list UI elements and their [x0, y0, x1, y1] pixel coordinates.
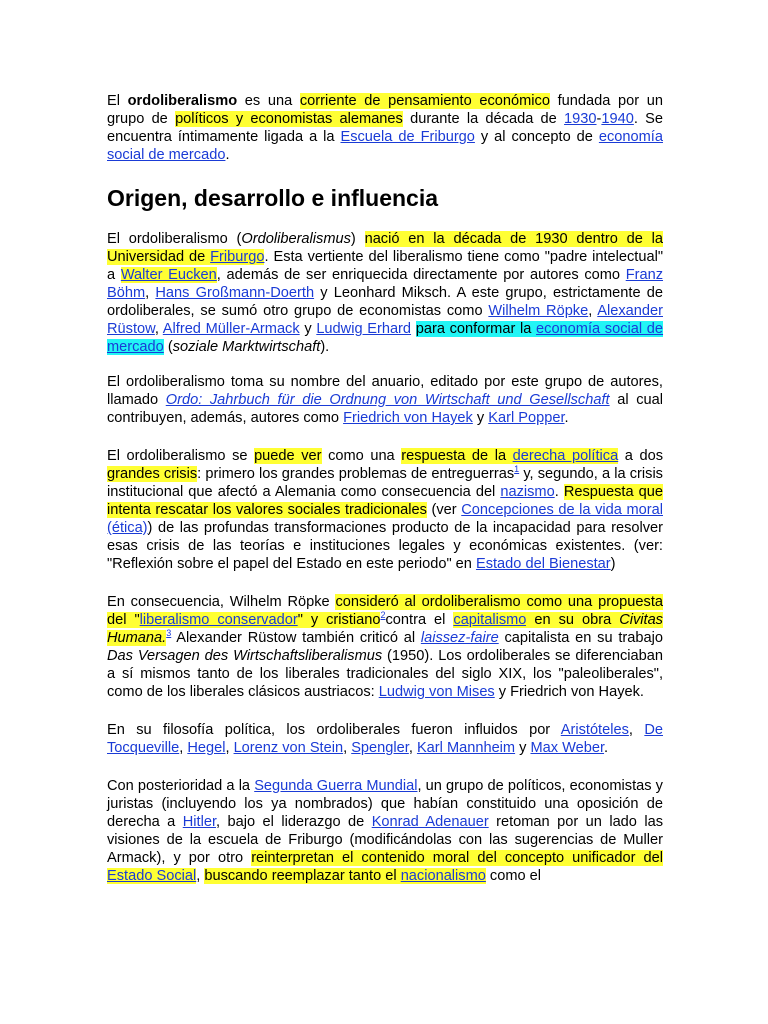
text-run: nació en la década de 1930 dentro de la Universidad de — [107, 231, 664, 265]
intro-paragraph — [107, 92, 663, 164]
text-run: capitalista en su trabajo — [498, 630, 663, 646]
text-run: consideró al ordoliberalismo como una propuesta del " — [107, 594, 663, 628]
text-run: corriente de pensamiento económico — [299, 93, 550, 109]
text-run: y al concepto de — [474, 129, 599, 145]
text-run: políticos y economistas alemanes — [175, 111, 403, 127]
wiki-link[interactable]: economía social de mercado — [107, 321, 664, 355]
wiki-link[interactable]: De Tocqueville — [107, 722, 663, 756]
wiki-link[interactable]: Hitler — [182, 814, 216, 830]
text-run: ) de las profundas transformaciones producto de la incapacidad para resolver esas crisis de las teorías e instituciones legales y económicas existentes. (ver: "Reflexión sobre el papel del Estado en este periodo" en — [107, 520, 663, 572]
body-paragraph-4 — [107, 593, 663, 701]
wiki-link[interactable]: Alfred Müller-Armack — [162, 321, 300, 337]
text-run: ). — [320, 339, 330, 355]
wiki-link[interactable]: nazismo — [500, 484, 555, 500]
wiki-link[interactable]: Alexander Rüstow — [107, 303, 663, 337]
text-run: El ordoliberalismo ( — [107, 231, 242, 247]
wiki-link[interactable]: Lorenz von Stein — [233, 740, 344, 756]
text-run: : primero los grandes problemas de entreguerras — [197, 466, 515, 482]
text-run: , — [628, 722, 645, 738]
wiki-link[interactable]: Ludwig Erhard — [316, 321, 412, 337]
text-run: al cual contribuyen, además, autores como — [107, 392, 663, 426]
body-paragraph-2 — [107, 373, 663, 427]
text-run: soziale Marktwirtschaft — [172, 339, 321, 355]
text-run: reinterpretan el contenido moral del concepto unificador del — [251, 850, 663, 866]
wiki-link[interactable]: Walter Eucken — [120, 267, 217, 283]
text-run: . — [225, 147, 230, 163]
text-run: Das Versagen des Wirtschaftsliberalismus — [107, 648, 383, 664]
body-paragraph-3 — [107, 447, 663, 573]
wiki-link[interactable]: Franz Böhm — [107, 267, 664, 301]
section-heading: Origen, desarrollo e influencia — [107, 185, 439, 211]
text-run: El ordoliberalismo toma su nombre del anuario, editado por este grupo de autores, llamado — [107, 374, 663, 408]
text-run: ordoliberalismo — [127, 93, 238, 109]
text-run: En consecuencia, Wilhelm Röpke — [107, 594, 336, 610]
text-run: y — [515, 740, 531, 756]
wiki-link[interactable]: Escuela de Friburgo — [340, 129, 475, 145]
wiki-link[interactable]: economía social de mercado — [107, 129, 663, 163]
text-run: y Leonhard Miksch. A este grupo, estrictamente de ordoliberales, se sumó otro grupo de economistas como — [107, 285, 664, 319]
text-run: fundada por un grupo de — [107, 93, 663, 127]
footnote-link[interactable]: 3 — [166, 628, 172, 639]
text-run: como el — [485, 868, 542, 884]
text-run: . Se encuentra íntimamente ligada a la — [107, 111, 664, 145]
wiki-link[interactable]: Konrad Adenauer — [371, 814, 489, 830]
wiki-link[interactable]: Hans Großmann-Doerth — [155, 285, 315, 301]
wiki-link[interactable]: 1930 — [564, 111, 597, 127]
wiki-link[interactable]: derecha política — [512, 448, 619, 464]
text-run: (1950). Los ordoliberales se diferenciaban a sí mismos tanto de los liberales tradicionales del siglo XIX, los "paleoliberales", como de los liberales clásicos austriacos: — [107, 648, 663, 700]
wiki-link[interactable]: Friburgo — [210, 249, 265, 265]
text-run: , — [196, 868, 205, 884]
text-run: En su filosofía política, los ordoliberales fueron influidos por — [107, 722, 561, 738]
footnote-link[interactable]: 2 — [380, 610, 386, 621]
text-run: y — [299, 321, 317, 337]
wiki-link[interactable]: Karl Popper — [488, 410, 565, 426]
text-run: El — [107, 93, 128, 109]
wiki-link[interactable]: liberalismo conservador — [139, 612, 298, 628]
text-run: y Friedrich von Hayek. — [494, 684, 644, 700]
body-paragraph-1 — [107, 230, 663, 356]
text-run: , — [588, 303, 598, 319]
wiki-link[interactable]: Spengler — [351, 740, 409, 756]
text-run: El ordoliberalismo se — [107, 448, 255, 464]
text-run: , un grupo de políticos, economistas y juristas (incluyendo los ya nombrados) que habían constituido una oposición de derecha a — [107, 778, 663, 830]
text-run: buscando reemplazar tanto el — [204, 868, 401, 884]
text-run: respuesta de la — [401, 448, 513, 464]
text-run: y — [472, 410, 489, 426]
wiki-link[interactable]: Aristóteles — [560, 722, 629, 738]
wiki-link[interactable]: Max Weber — [530, 740, 605, 756]
text-run: (ver — [426, 502, 462, 518]
text-run: es una — [237, 93, 300, 109]
wiki-link[interactable]: laissez-faire — [420, 630, 499, 646]
text-run: , — [179, 740, 188, 756]
text-run: a dos — [618, 448, 663, 464]
text-run: durante la década de — [402, 111, 565, 127]
wiki-link[interactable]: 1940 — [601, 111, 634, 127]
text-run: , — [343, 740, 352, 756]
body-paragraph-6 — [107, 777, 663, 885]
wiki-link[interactable]: nacionalismo — [400, 868, 486, 884]
text-run: contra el — [385, 612, 454, 628]
text-run: ( — [163, 339, 173, 355]
text-run: ) — [610, 556, 616, 572]
text-run: puede ver — [254, 448, 322, 464]
text-run: , además de ser enriquecida directamente por autores como — [216, 267, 626, 283]
document-page — [107, 92, 663, 905]
wiki-link[interactable]: Friedrich von Hayek — [343, 410, 473, 426]
wiki-link[interactable]: Estado del Bienestar — [475, 556, 611, 572]
text-run: Civitas Humana. — [107, 612, 663, 646]
text-run: , — [225, 740, 234, 756]
body-paragraph-5 — [107, 721, 663, 757]
text-run: . — [604, 740, 609, 756]
text-run: Alexander Rüstow también criticó al — [171, 630, 421, 646]
text-run: Respuesta que intenta rescatar los valores sociales tradicionales — [107, 484, 663, 518]
wiki-link[interactable]: Ordo: Jahrbuch für die Ordnung von Wirtschaft und Gesellschaft — [165, 392, 610, 408]
text-run: en su obra — [526, 612, 620, 628]
text-run: . — [564, 410, 569, 426]
text-run: , — [408, 740, 417, 756]
wiki-link[interactable]: Concepciones de la vida moral (ética) — [107, 502, 663, 536]
text-run: . Esta vertiente del liberalismo tiene como "padre intelectual" a — [107, 249, 664, 283]
text-run: y, segundo, a la crisis institucional que afectó a Alemania como consecuencia del — [107, 466, 663, 500]
footnote-link[interactable]: 1 — [514, 464, 520, 475]
wiki-link[interactable]: capitalismo — [453, 612, 527, 628]
text-run: Con posterioridad a la — [107, 778, 255, 794]
wiki-link[interactable]: Hegel — [187, 740, 226, 756]
text-run: Ordoliberalismus — [241, 231, 351, 247]
text-run: grandes crisis — [107, 466, 198, 482]
text-run: " y cristiano — [297, 612, 381, 628]
wiki-link[interactable]: Segunda Guerra Mundial — [254, 778, 418, 794]
wiki-link[interactable]: Karl Mannheim — [416, 740, 516, 756]
text-run: , — [154, 321, 163, 337]
wiki-link[interactable]: Estado Social — [107, 868, 197, 884]
text-run: retoman por un lado las visiones de la escuela de Friburgo (modificándolas con las sugerencias de Muller Armack), y por otro — [107, 814, 664, 866]
text-run: - — [596, 111, 602, 127]
text-run: , — [145, 285, 156, 301]
wiki-link[interactable]: Ludwig von Mises — [378, 684, 495, 700]
text-run: para conformar la — [415, 321, 537, 337]
wiki-link[interactable]: Wilhelm Röpke — [488, 303, 589, 319]
text-run: ) — [350, 231, 365, 247]
text-run: . — [554, 484, 564, 500]
text-run: como una — [321, 448, 402, 464]
text-run: , bajo el liderazgo de — [216, 814, 372, 830]
